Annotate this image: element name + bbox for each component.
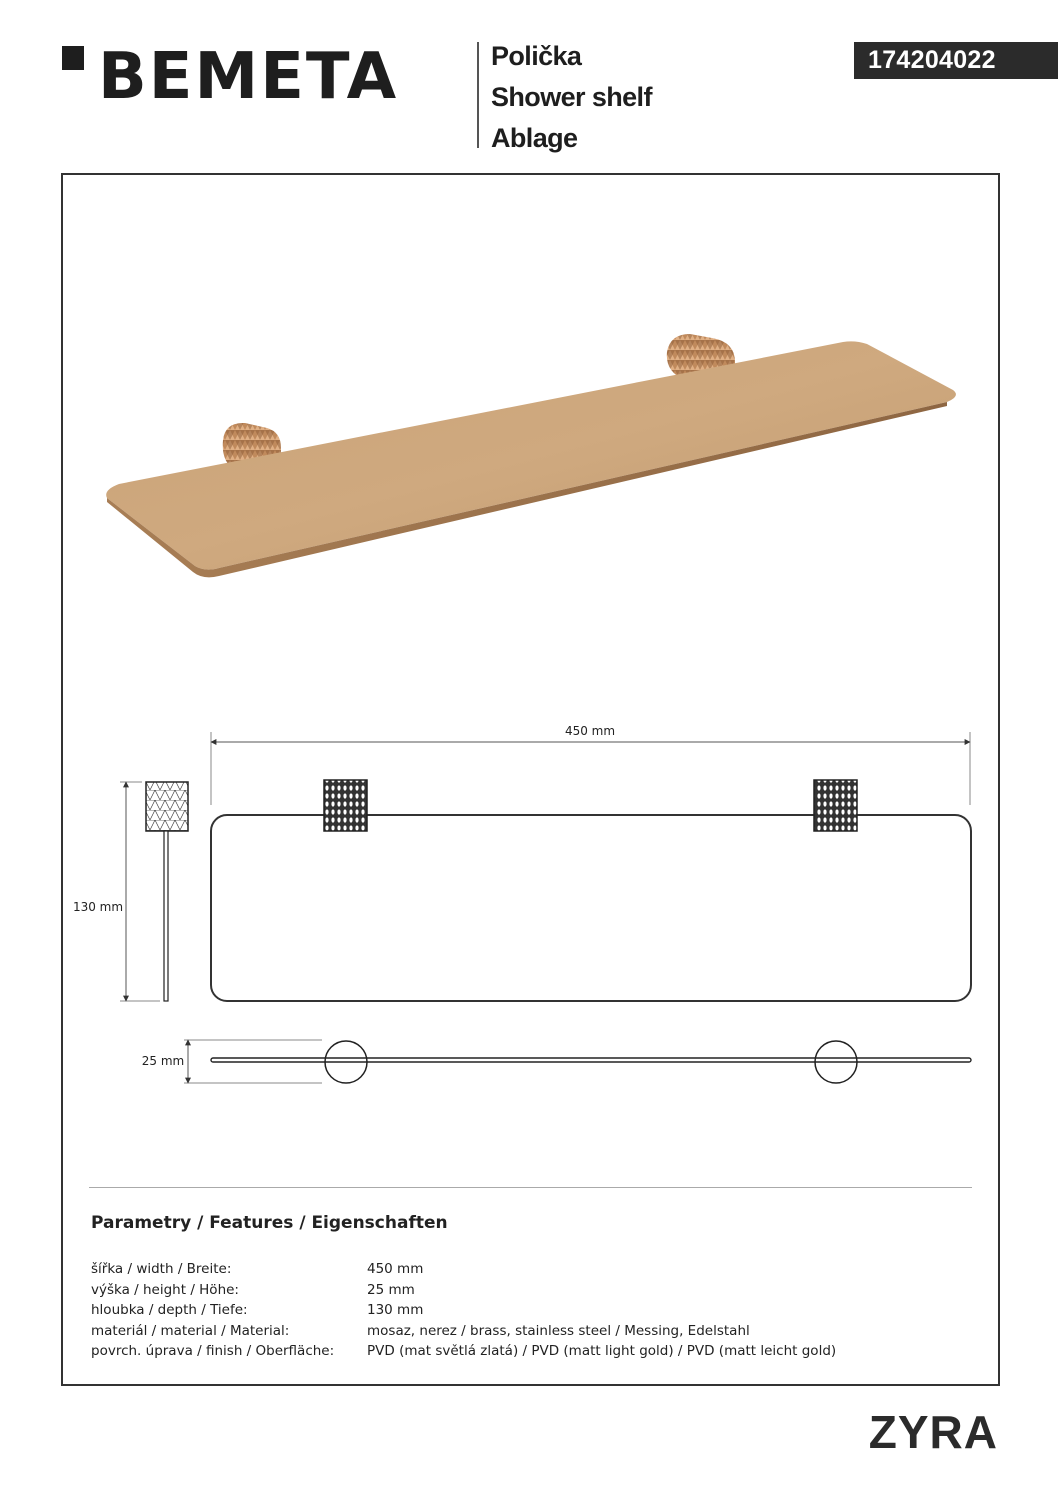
spec-value: 130 mm bbox=[367, 1302, 424, 1318]
width-dimension-label: 450 mm bbox=[564, 724, 616, 738]
spec-row-height bbox=[91, 1280, 971, 1301]
title-divider bbox=[477, 42, 479, 148]
product-code: 174204022 bbox=[854, 42, 1058, 79]
spec-label: výška / height / Höhe: bbox=[91, 1281, 239, 1298]
spec-label: materiál / material / Material: bbox=[91, 1322, 290, 1339]
height-dimension-label: 25 mm bbox=[141, 1054, 185, 1068]
shelf-front-view bbox=[211, 815, 971, 1001]
spec-row-finish bbox=[91, 1341, 971, 1362]
spec-row-depth bbox=[91, 1300, 971, 1321]
title-cz: Polička bbox=[491, 41, 582, 71]
spec-value: mosaz, nerez / brass, stainless steel / Messing, Edelstahl bbox=[367, 1322, 750, 1339]
spec-value: 450 mm bbox=[367, 1261, 424, 1277]
product-titles bbox=[491, 36, 652, 159]
spec-label: povrch. úprava / finish / Oberfläche: bbox=[91, 1343, 335, 1359]
technical-drawing bbox=[60, 720, 1000, 1120]
title-de: Ablage bbox=[491, 123, 578, 153]
bracket-right-front bbox=[814, 780, 857, 831]
features-heading: Parametry / Features / Eigenschaften bbox=[91, 1213, 448, 1233]
bemeta-logo-text: BEMETA bbox=[98, 40, 399, 108]
series-name: ZYRA bbox=[868, 1406, 998, 1458]
spec-row-width bbox=[91, 1259, 971, 1280]
spec-label: hloubka / depth / Tiefe: bbox=[91, 1302, 248, 1318]
depth-dimension-label: 130 mm bbox=[72, 900, 124, 914]
spec-table bbox=[91, 1259, 971, 1362]
spec-label: šířka / width / Breite: bbox=[91, 1261, 232, 1277]
product-photo bbox=[95, 320, 965, 590]
section-divider bbox=[89, 1187, 972, 1188]
bracket-side-view bbox=[146, 782, 188, 831]
bemeta-logo bbox=[60, 38, 425, 108]
title-en: Shower shelf bbox=[491, 82, 652, 112]
spec-value: PVD (mat světlá zlatá) / PVD (matt light gold) / PVD (matt leicht gold) bbox=[367, 1343, 837, 1359]
spec-value: 25 mm bbox=[367, 1281, 415, 1298]
bracket-left-front bbox=[324, 780, 367, 831]
spec-row-material bbox=[91, 1321, 971, 1342]
